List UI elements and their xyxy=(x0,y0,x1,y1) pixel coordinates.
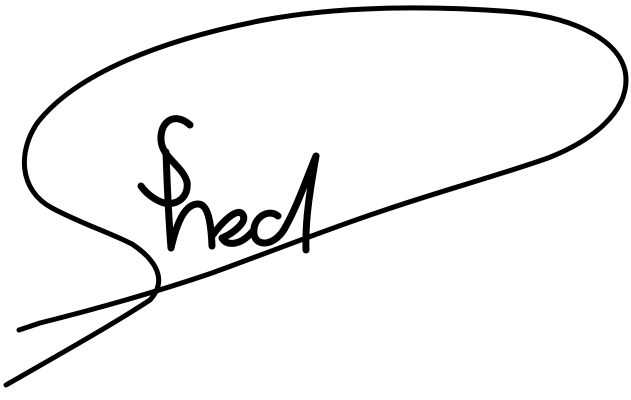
signature-letter-d-stroke xyxy=(254,156,316,250)
signature-letter-e-stroke xyxy=(212,212,252,243)
signature-loop-stroke xyxy=(6,8,626,385)
